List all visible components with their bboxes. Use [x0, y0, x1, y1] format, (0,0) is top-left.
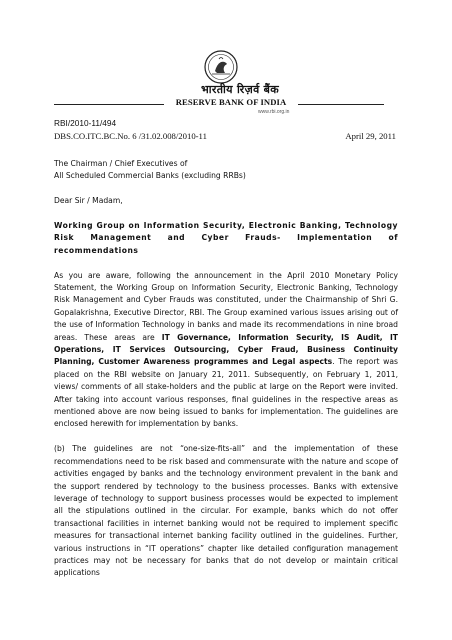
addressee-line-2: All Scheduled Commercial Banks (excluding RRBs) — [54, 171, 246, 181]
paragraph-1 — [54, 270, 398, 431]
bank-website: www.rbi.org.in — [258, 109, 290, 115]
header-rule-left — [54, 104, 164, 105]
circular-number: DBS.CO.ITC.BC.No. 6 /31.02.008/2010-11 — [54, 131, 207, 141]
paragraph-2: (b) The guidelines are not “one-size-fits-all” and the implementation of these recommendations need to be risk based and commensurate with the nature and scope of activities engaged by banks and the technology environment prevalent in the bank and the support rendered by technology to the business processes. Banks with extensive leverage of technology to support business processes would be expected to implement all the stipulations outlined in the circular. For example, banks which do not offer transactional facilities in internet banking would not be required to implement specific measures for transactional internet banking facility outlined in the guidelines. Further, various instructions in “IT operations” chapter like detailed configuration management practices may not be necessary for banks that do not develop or maintain critical applications — [54, 444, 398, 578]
rbi-emblem-logo — [204, 50, 238, 84]
bank-name-hindi: भारतीय रिज़र्व बैंक — [201, 83, 279, 96]
letter-body — [54, 158, 398, 592]
subject-line: Working Group on Information Security, Electronic Banking, Technology Risk Management and Cyber Frauds- Implementation of recommendations — [54, 221, 398, 255]
salutation: Dear Sir / Madam, — [54, 196, 123, 206]
addressee — [54, 158, 398, 183]
paragraph-1-areas: IT Governance, Information Security, IS Audit, IT Operations, IT Services Outsourcing, Cyber Fraud, Business Continuity Planning, Customer Awareness programmes and Legal aspects — [54, 332, 398, 367]
circular-date: April 29, 2011 — [345, 131, 396, 141]
reference-number: RBI/2010-11/494 — [54, 118, 117, 128]
paragraph-1-text-b: . The report was placed on the RBI website on January 21, 2011. Subsequently, on February 1, 2011, views/ comments of all stake-holders and the public at large on the Report were invited. After taking into account various responses, final guidelines in the respective areas as mentioned above are now being issued to banks for implementation. The guidelines are enclosed herewith for implementation by banks. — [54, 357, 398, 429]
bank-name: RESERVE BANK OF INDIA — [175, 97, 287, 107]
header-rule-right — [298, 104, 384, 105]
paragraph-1-text-a: As you are aware, following the announcement in the April 2010 Monetary Policy Statement, the Working Group on Information Security, Electronic Banking, Technology Risk Management and Cyber Frauds was constituted, under the Chairmanship of Shri G. Gopalakrishna, Executive Director, RBI. The Group examined various issues arising out of the use of Information Technology in banks and made its recommendations in nine broad areas. These areas are — [54, 270, 398, 342]
addressee-line-1: The Chairman / Chief Executives of — [54, 159, 188, 168]
